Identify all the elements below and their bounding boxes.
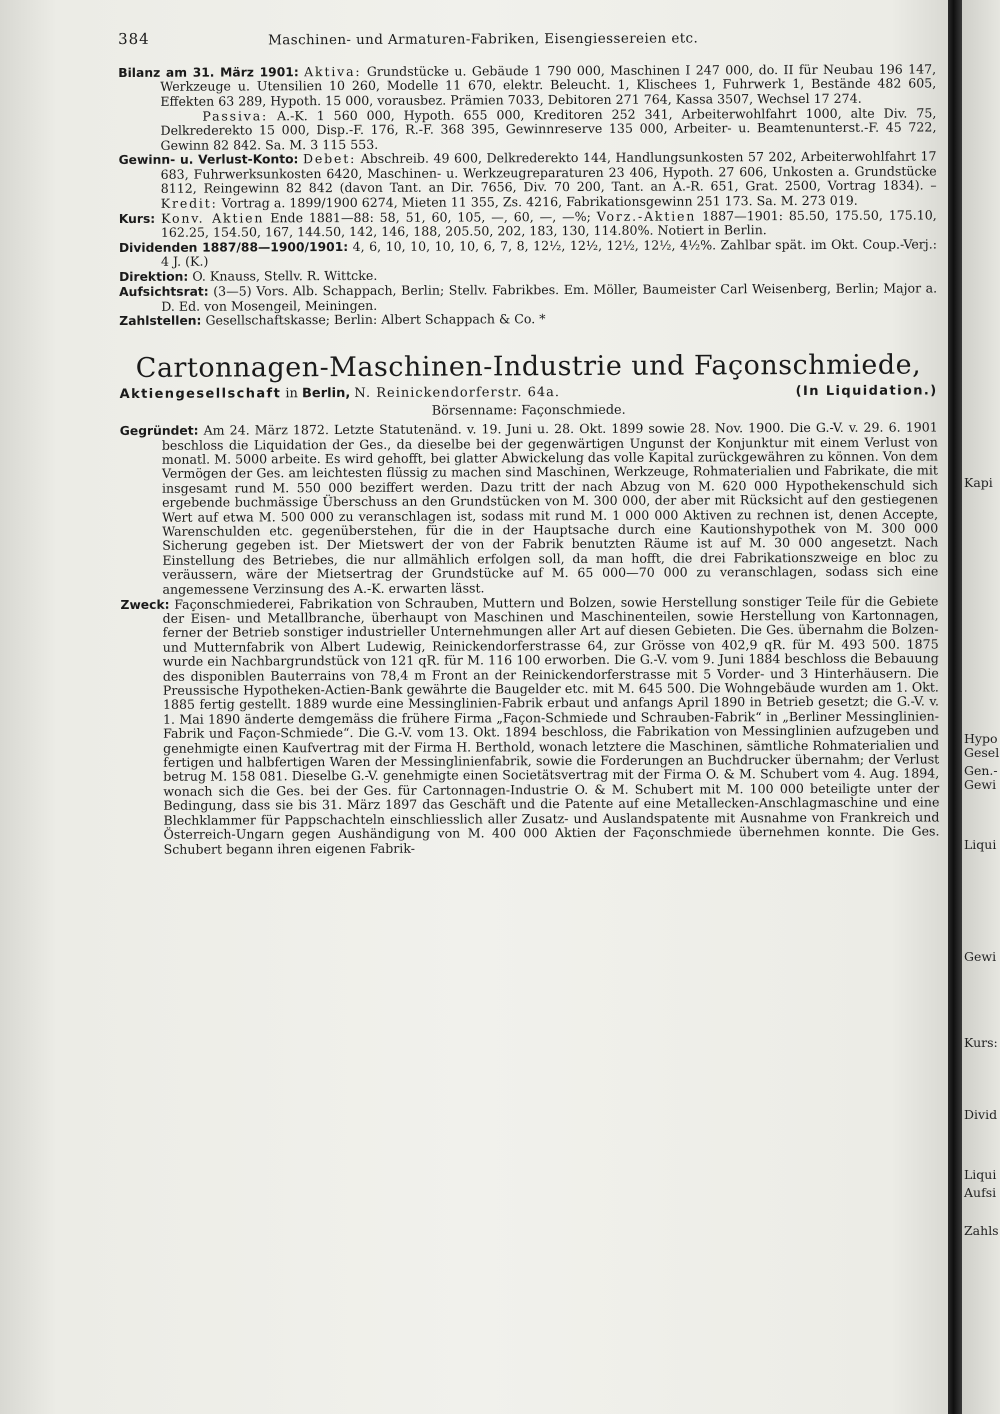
gegruendet-entry (120, 421, 939, 597)
facing-page-margin (962, 0, 1000, 1414)
company-address: N. Reinickendorferstr. 64a. (354, 384, 561, 401)
company-city: Berlin, (301, 385, 351, 402)
facing-page-fragment: Hypo (964, 731, 998, 746)
facing-page-fragment: Liqui (964, 1167, 997, 1182)
passiva-entry (118, 106, 936, 153)
konv-text: Ende 1881—88: 58, 51, 60, 105, —, 60, —, —%; (270, 208, 591, 225)
facing-page-fragment: Gewi (964, 777, 997, 792)
zahlstellen-label: Zahlstellen: (119, 314, 202, 329)
dividenden-text: 4, 6, 10, 10, 10, 10, 6, 7, 8, 12½, 12½, 12½, 12½, 4½%. Zahlbar spät. im Okt. Coup.-Verj.: 4 J. (K.) (160, 236, 937, 270)
guv-entry (119, 150, 937, 211)
guv-label: Gewinn- u. Verlust-Konto: (118, 152, 299, 168)
passiva-text: A.-K. 1 560 000, Hypoth. 655 000, Kreditoren 252 341, Arbeiterwohlfahrt 1000, alte Div. 75, Delkrederekto 15 000, Disp.-F. 176, R.-F. 368 395, Gewinnreserve 135 000, Arbeiter- u. Beamtenunterst.-F. 45 722, Gewinn 82 842. Sa. M. 3 115 553. (160, 105, 937, 153)
kredit-text: Vortrag a. 1899/1900 6274, Mieten 11 355, Zs. 4216, Fabrikationsgewinn 251 173. Sa. M. 273 019. (221, 192, 858, 211)
facing-page-fragment: Aufsi (964, 1185, 997, 1200)
debet-text: Abschreib. 49 600, Delkrederekto 144, Handlungsunkosten 57 202, Arbeiterwohlfahrt 17 683, Fuhrwerksunkosten 6420, Maschinen- u. Werkzeugreparaturen 23 406, Hypoth. 27 606, Unkosten a. Grundstücke 8112, Reingewinn 82 842 (davon Tant. an Dir. 7656, Div. 70 200, Tant. an A.-R. 651, Grat. 2500, Vortrag 1834). – (160, 148, 937, 197)
company-title: Cartonnagen-Maschinen-Industrie und Façonschmiede, (135, 349, 922, 384)
zweck-text: Façonschmiederei, Fabrikation von Schrauben, Muttern und Bolzen, sowie Herstellung sonstiger Teile für die Gebiete der Eisen- und Metallbranche, überhaupt von Maschinen und Maschinenteilen, sowie Herstellung von Kartonnagen, ferner der Betrieb sonstiger industrieller Unternehmungen aller Art auf diesen Gebieten. Die Ges. übernahm die Bolzen- und Mutternfabrik von Albert Ludewig, Reinickendorferstrasse 64, zur Grösse von 402,9 qR. für M. 493 500. 1875 wurde ein Nachbargrundstück von 121 qR. für M. 116 100 erworben. Die G.-V. vom 9. Juni 1884 beschloss die Bebauung des disponiblen Bauterrains von 78,4 m Front an der Reinickendorferstrasse mit 5 Vorder- und 3 Hinterhäusern. Die Preussische Hypotheken-Actien-Bank gewährte die Baugelder etc. mit M. 645 500. Die Wohngebäude wurden am 1. Okt. 1885 fertig gestellt. 1889 wurde eine Messinglinien-Fabrik erbaut und anfangs April 1890 in Betrieb gesetzt; die G.-V. v. 1. Mai 1890 änderte demgemäss die frühere Firma „Façon-Schmiede und Schrauben-Fabrik“ in „Berliner Messinglinien-Fabrik und Façon-Schmiede“. Die G.-V. vom 13. Okt. 1894 beschloss, die Fabrikation von Messinglinien aufzugeben und genehmigte einen Kaufvertrag mit der Firma H. Berthold, wonach letztere die Maschinen, sämtliche Rohmaterialien und fertigen und halbfertigen Waren der Messinglinienfabrik, sowie die Forderungen an Buchdrucker übernahm; der Verlust betrug M. 158 081. Dieselbe G.-V. genehmigte einen Societätsvertrag mit der Firma O. & M. Schubert vom 4. Aug. 1894, wonach sich die Ges. bei der Ges. für Cartonnagen-Industrie O. & M. Schubert mit M. 100 000 beteiligte unter der Bedingung, dass sie bis 31. März 1897 das Geschäft und die Patente auf eine Metallecken-Anschlagmaschine und eine Blechklammer für Pappschachteln einschliesslich aller Zusatz- und Auslandspatente mit Ausnahme von Frankreich und Österreich-Ungarn gegen Aushändigung von M. 400 000 Aktien der Façonschmiede übernehmen konnte. Die Ges. Schubert begann ihren eigenen Fabrik- (162, 593, 940, 857)
company-boersenname: Börsenname: Façonschmiede. (431, 402, 626, 419)
facing-page-fragment: Gewi (964, 949, 997, 964)
kurs-label: Kurs: (118, 211, 156, 226)
debet-label: Debet: (302, 151, 357, 167)
konv-label: Konv. Aktien (161, 209, 265, 226)
facing-page-fragment: Gesel (964, 745, 1000, 760)
dividenden-label: Dividenden 1887/88—1900/1901: (118, 239, 349, 255)
page-header (118, 24, 936, 66)
zweck-label: Zweck: (120, 597, 170, 612)
gegruendet-label: Gegründet: (119, 423, 199, 439)
kurs-entry (119, 208, 937, 240)
dividenden-entry (119, 237, 937, 269)
facing-page-fragment: Zahls (964, 1223, 999, 1238)
facing-page-fragment: Divid (964, 1107, 998, 1122)
kredit-label: Kredit: (160, 195, 218, 211)
bilanz-label: Bilanz am 31. März 1901: (118, 65, 299, 80)
gegruendet-text: Am 24. März 1872. Letzte Statutenänd. v. 19. Juni u. 28. Okt. 1899 sowie 28. Nov. 1900. Die G.-V. v. 29. 6. 1901 beschloss die Liquidation der Ges., da dieselbe bei der gegenwärtigen Ungunst der Konjunktur mit einem Verlust von monatl. M. 5000 arbeite. Es wird gehofft, bei glatter Abwickelung das volle Kapital zurückgewähren zu können. Von dem Vermögen der Ges. am leichtesten flüssig zu machen sind Maschinen, Werkzeuge, Rohmaterialien und Fabrikate, die mit insgesamt rund M. 550 000 beziffert werden. Dazu tritt der nach Abzug von M. 620 000 Hypothekenschuld sich ergebende buchmässige Überschuss an den Grundstücken von M. 300 000, der aber mit Rücksicht auf den gestiegenen Wert auf etwa M. 500 000 zu veranschlagen ist, sodass mit rund M. 1 000 000 Aktiven zu rechnen ist, denen Accepte, Warenschulden etc. gegenüberstehen, für die in der Hauptsache durch eine Kautionshypothek von M. 300 000 Sicherung gegeben ist. Der Mietswert der von der Fabrik benutzten Räume ist auf M. 30 000 angesetzt. Nach Einstellung des Betriebes, die nur allmählich erfolgen soll, da man hofft, die drei Fabrikationszweige en bloc zu veräussern, wäre der Mietsertrag der Grundstücke auf M. 65 000—70 000 zu veranschlagen, sodass sich eine angemessene Verzinsung des A.-K. erwarten lässt. (161, 419, 939, 597)
company-city-prefix: in (285, 386, 298, 402)
passiva-label: Passiva: (202, 108, 269, 124)
vorz-text: 1887—1901: 85.50, 175.50, 175.10, 162.25, 154.50, 167, 144.50, 142, 146, 188, 205.50, 202, 183, 130, 114.80%. Notiert in Berlin. (160, 206, 937, 240)
book-gutter (948, 0, 962, 1414)
aktiva-label: Aktiva: (304, 63, 362, 80)
direktion-text: O. Knauss, Stellv. R. Wittcke. (192, 268, 378, 284)
vorz-label: Vorz.-Aktien (596, 208, 697, 224)
bilanz-entry (118, 62, 936, 109)
aufsichtsrat-label: Aufsichtsrat: (119, 284, 209, 300)
direktion-label: Direktion: (119, 269, 189, 285)
company-legal-line (120, 383, 938, 403)
company-status: (In Liquidation.) (795, 383, 938, 399)
aktiva-text: Grundstücke u. Gebäude 1 790 000, Maschinen I 247 000, do. II für Neubau 196 147, Werkzeuge u. Utensilien 10 260, Modelle 11 670, elektr. Beleucht. 1, Klischees 1, Fuhrwerk 1, Bestände 482 605, Effekten 63 289, Hypoth. 15 000, vorausbez. Prämien 7033, Debitoren 271 764, Kassa 3507, Wechsel 17 274. (160, 61, 937, 109)
page-content (118, 24, 940, 857)
zahlstellen-entry (119, 311, 937, 329)
zahlstellen-text: Gesellschaftskasse; Berlin: Albert Schappach & Co. * (205, 311, 546, 329)
running-title: Maschinen- und Armaturen-Fabriken, Eisengiessereien etc. (268, 30, 699, 49)
facing-page-fragment: Liqui (964, 837, 997, 852)
page-number: 384 (118, 29, 150, 48)
company-legal-form: Aktiengesellschaft (119, 386, 282, 402)
aufsichtsrat-text: (3—5) Vors. Alb. Schappach, Berlin; Stellv. Fabrikbes. Em. Möller, Baumeister Carl Weisenberg, Berlin; Major a. D. Ed. von Mosengeil, Meiningen. (161, 280, 938, 314)
facing-page-fragment: Gen.- (964, 763, 998, 778)
aufsichtsrat-entry (119, 282, 937, 314)
zweck-entry (120, 594, 939, 857)
facing-page-fragment: Kurs: (964, 1035, 998, 1050)
facing-page-fragment: Kapi (964, 475, 993, 490)
